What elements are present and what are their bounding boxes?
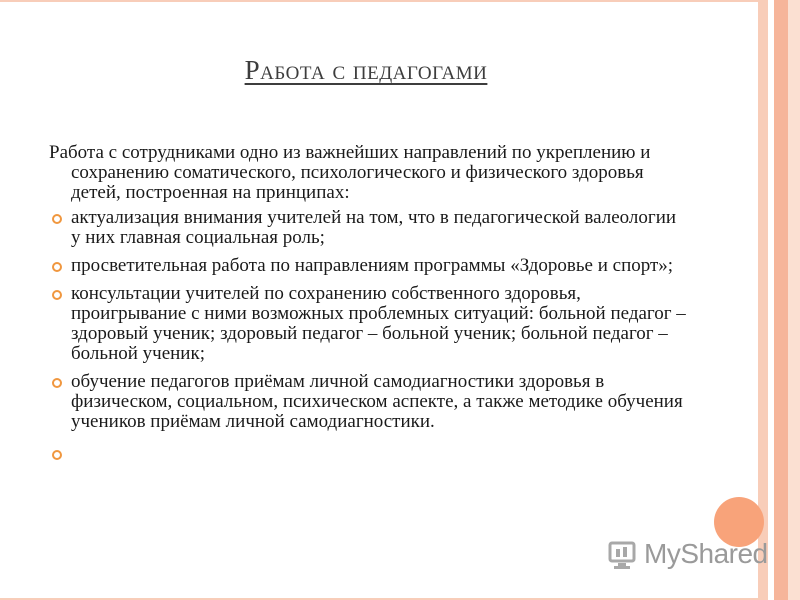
bullet-text: обучение педагогов приёмам личной самодиагностики здоровья в физическом, социальном, психическом аспекте, а также методике обучения учеников приёмам личной самодиагностики.: [71, 371, 683, 432]
bullet-item: [49, 284, 689, 364]
bullet-circle-icon: [52, 214, 62, 224]
bullet-item: [49, 372, 689, 432]
bullet-item-empty: [49, 444, 689, 464]
intro-paragraph: Работа с сотрудниками одно из важнейших направлений по укреплению и сохранению соматического, психологического и физического здоровья детей, построенная на принципах:: [49, 142, 651, 203]
myshared-logo-text: MyShared: [644, 538, 768, 569]
right-decorative-bands: [758, 0, 800, 600]
bullet-item: [49, 256, 689, 276]
bullet-circle-icon: [52, 450, 62, 460]
slide-title: Работа с педагогами: [244, 55, 488, 85]
bullet-circle-icon: [52, 290, 62, 300]
slide-content: [49, 143, 689, 472]
bullet-circle-icon: [52, 262, 62, 272]
bullet-text: консультации учителей по сохранению собственного здоровья, проигрывание с ними возможных проблемных ситуаций: больной педагог – здоровый ученик; здоровый педагог – больной ученик; больной педагог – больной ученик;: [71, 283, 686, 364]
decorative-band: [788, 0, 800, 600]
bullet-text: просветительная работа по направлениям программы «Здоровье и спорт»;: [71, 255, 674, 276]
bullet-list: [49, 208, 689, 464]
myshared-watermark[interactable]: [606, 536, 768, 572]
bullet-circle-icon: [52, 378, 62, 388]
myshared-logo-icon: [606, 537, 640, 571]
bullet-item: [49, 208, 689, 248]
top-border: [0, 0, 758, 2]
bullet-text: актуализация внимания учителей на том, что в педагогической валеологии у них главная социальная роль;: [71, 207, 677, 248]
decorative-band: [774, 0, 788, 600]
